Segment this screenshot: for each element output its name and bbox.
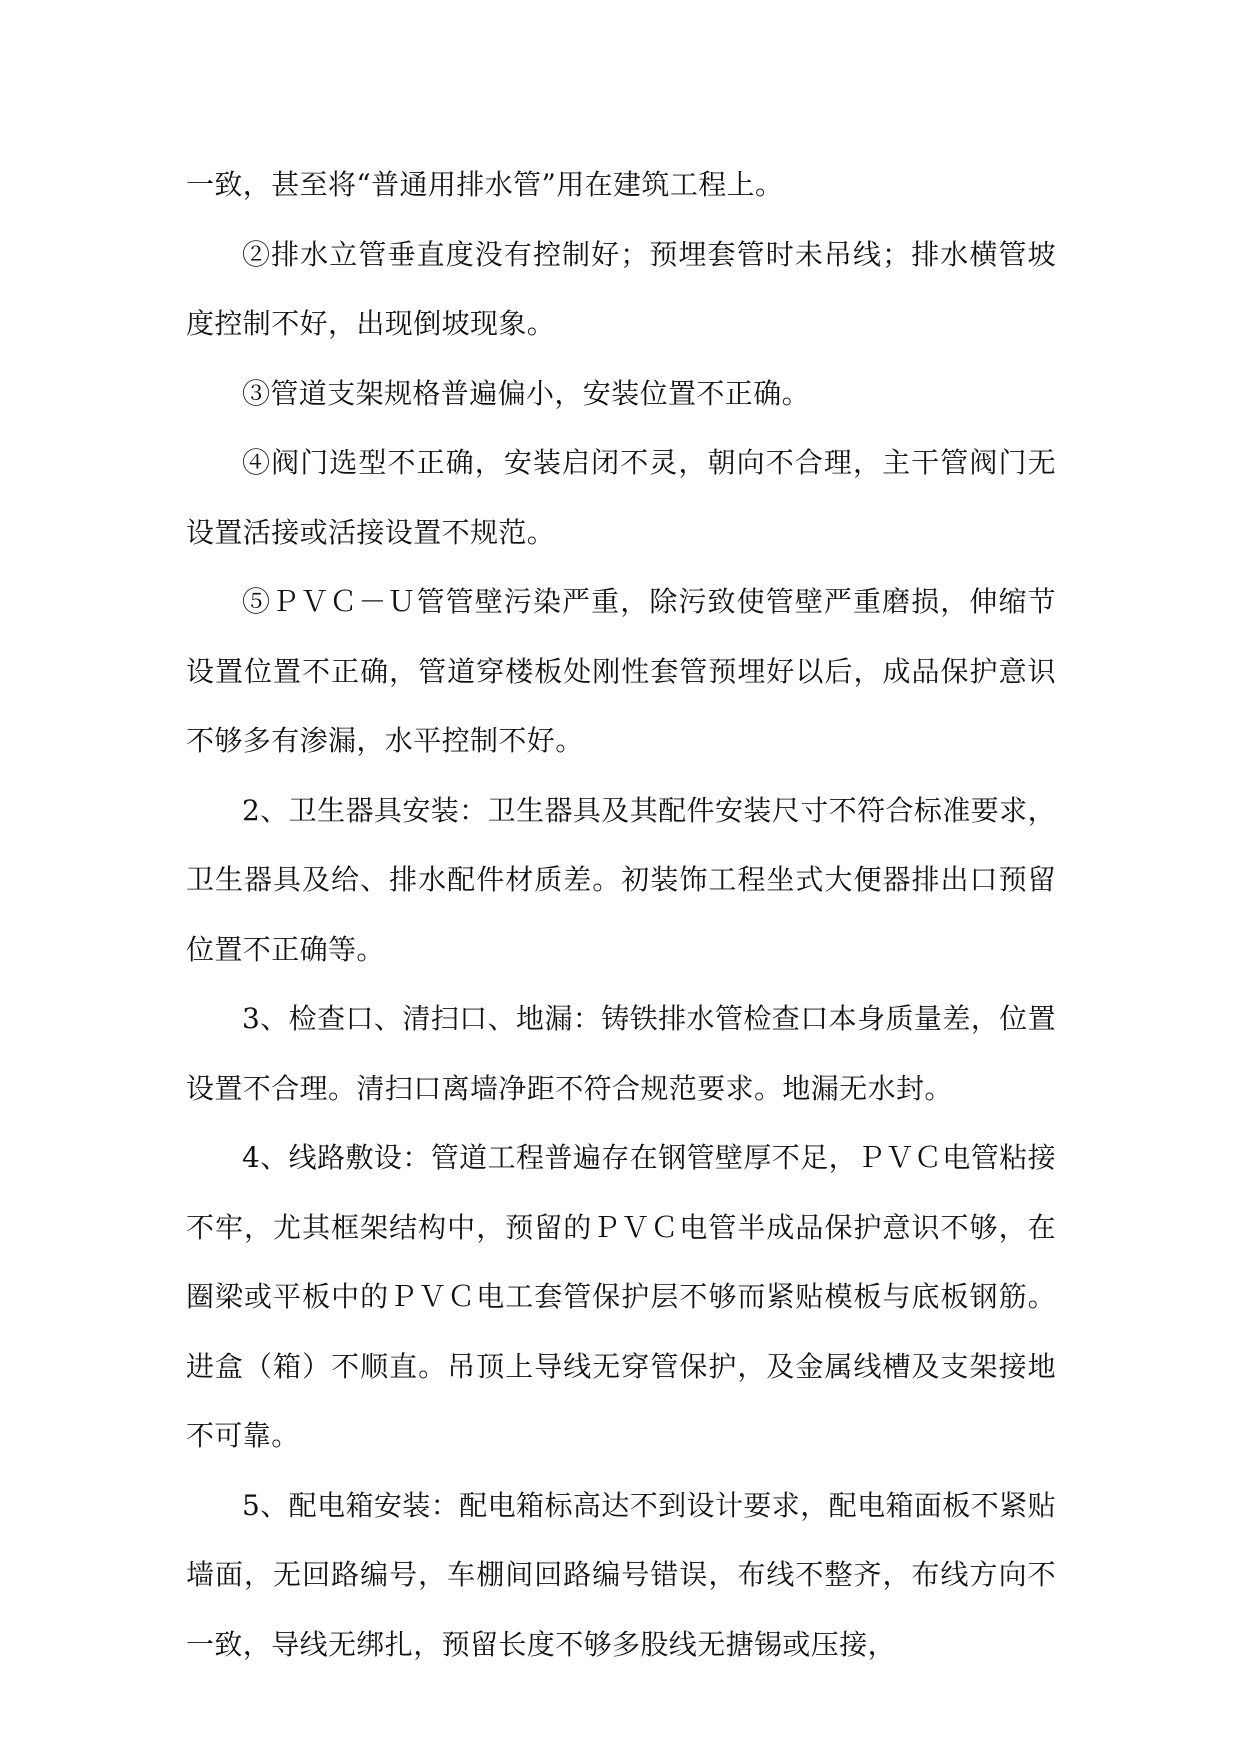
paragraph-item-4: ④阀门选型不正确，安装启闭不灵，朝向不合理，主干管阀门无设置活接或活接设置不规范。	[186, 446, 1056, 549]
paragraph-inspection-ports: 3、检查口、清扫口、地漏：铸铁排水管检查口本身质量差，位置设置不合理。清扫口离墙净距不符合规范要求。地漏无水封。	[186, 1002, 1056, 1105]
paragraph-sanitary-fixtures: 2、卫生器具安装：卫生器具及其配件安装尺寸不符合标准要求，卫生器具及给、排水配件材质差。初装饰工程坐式大便器排出口预留位置不正确等。	[186, 793, 1056, 966]
paragraph-item-5: ⑤ＰＶＣ－Ｕ管管壁污染严重，除污致使管壁严重磨损，伸缩节设置位置不正确，管道穿楼板处刚性套管预埋好以后，成品保护意识不够多有渗漏，水平控制不好。	[186, 585, 1056, 757]
document-body	[186, 150, 1056, 1679]
paragraph-distribution-box: 5、配电箱安装：配电箱标高达不到设计要求，配电箱面板不紧贴墙面，无回路编号，车棚间回路编号错误，布线不整齐，布线方向不一致，导线无绑扎，预留长度不够多股线无搪锡或压接，	[186, 1488, 1056, 1661]
paragraph-continuation: 一致，甚至将“普通用排水管”用在建筑工程上。	[186, 168, 784, 201]
paragraph-item-3: ③管道支架规格普遍偏小，安装位置不正确。	[242, 376, 811, 410]
paragraph-wiring-laying: 4、线路敷设：管道工程普遍存在钢管壁厚不足，ＰＶＣ电管粘接不牢，尤其框架结构中，预留的ＰＶＣ电管半成品保护意识不够，在圈梁或平板中的ＰＶＣ电工套管保护层不够而紧贴模板与底板钢筋。进盒（箱）不顺直。吊顶上导线无穿管保护，及金属线槽及支架接地不可靠。	[186, 1141, 1056, 1452]
paragraph-item-2: ②排水立管垂直度没有控制好；预埋套管时未吊线；排水横管坡度控制不好，出现倒坡现象。	[186, 237, 1056, 340]
